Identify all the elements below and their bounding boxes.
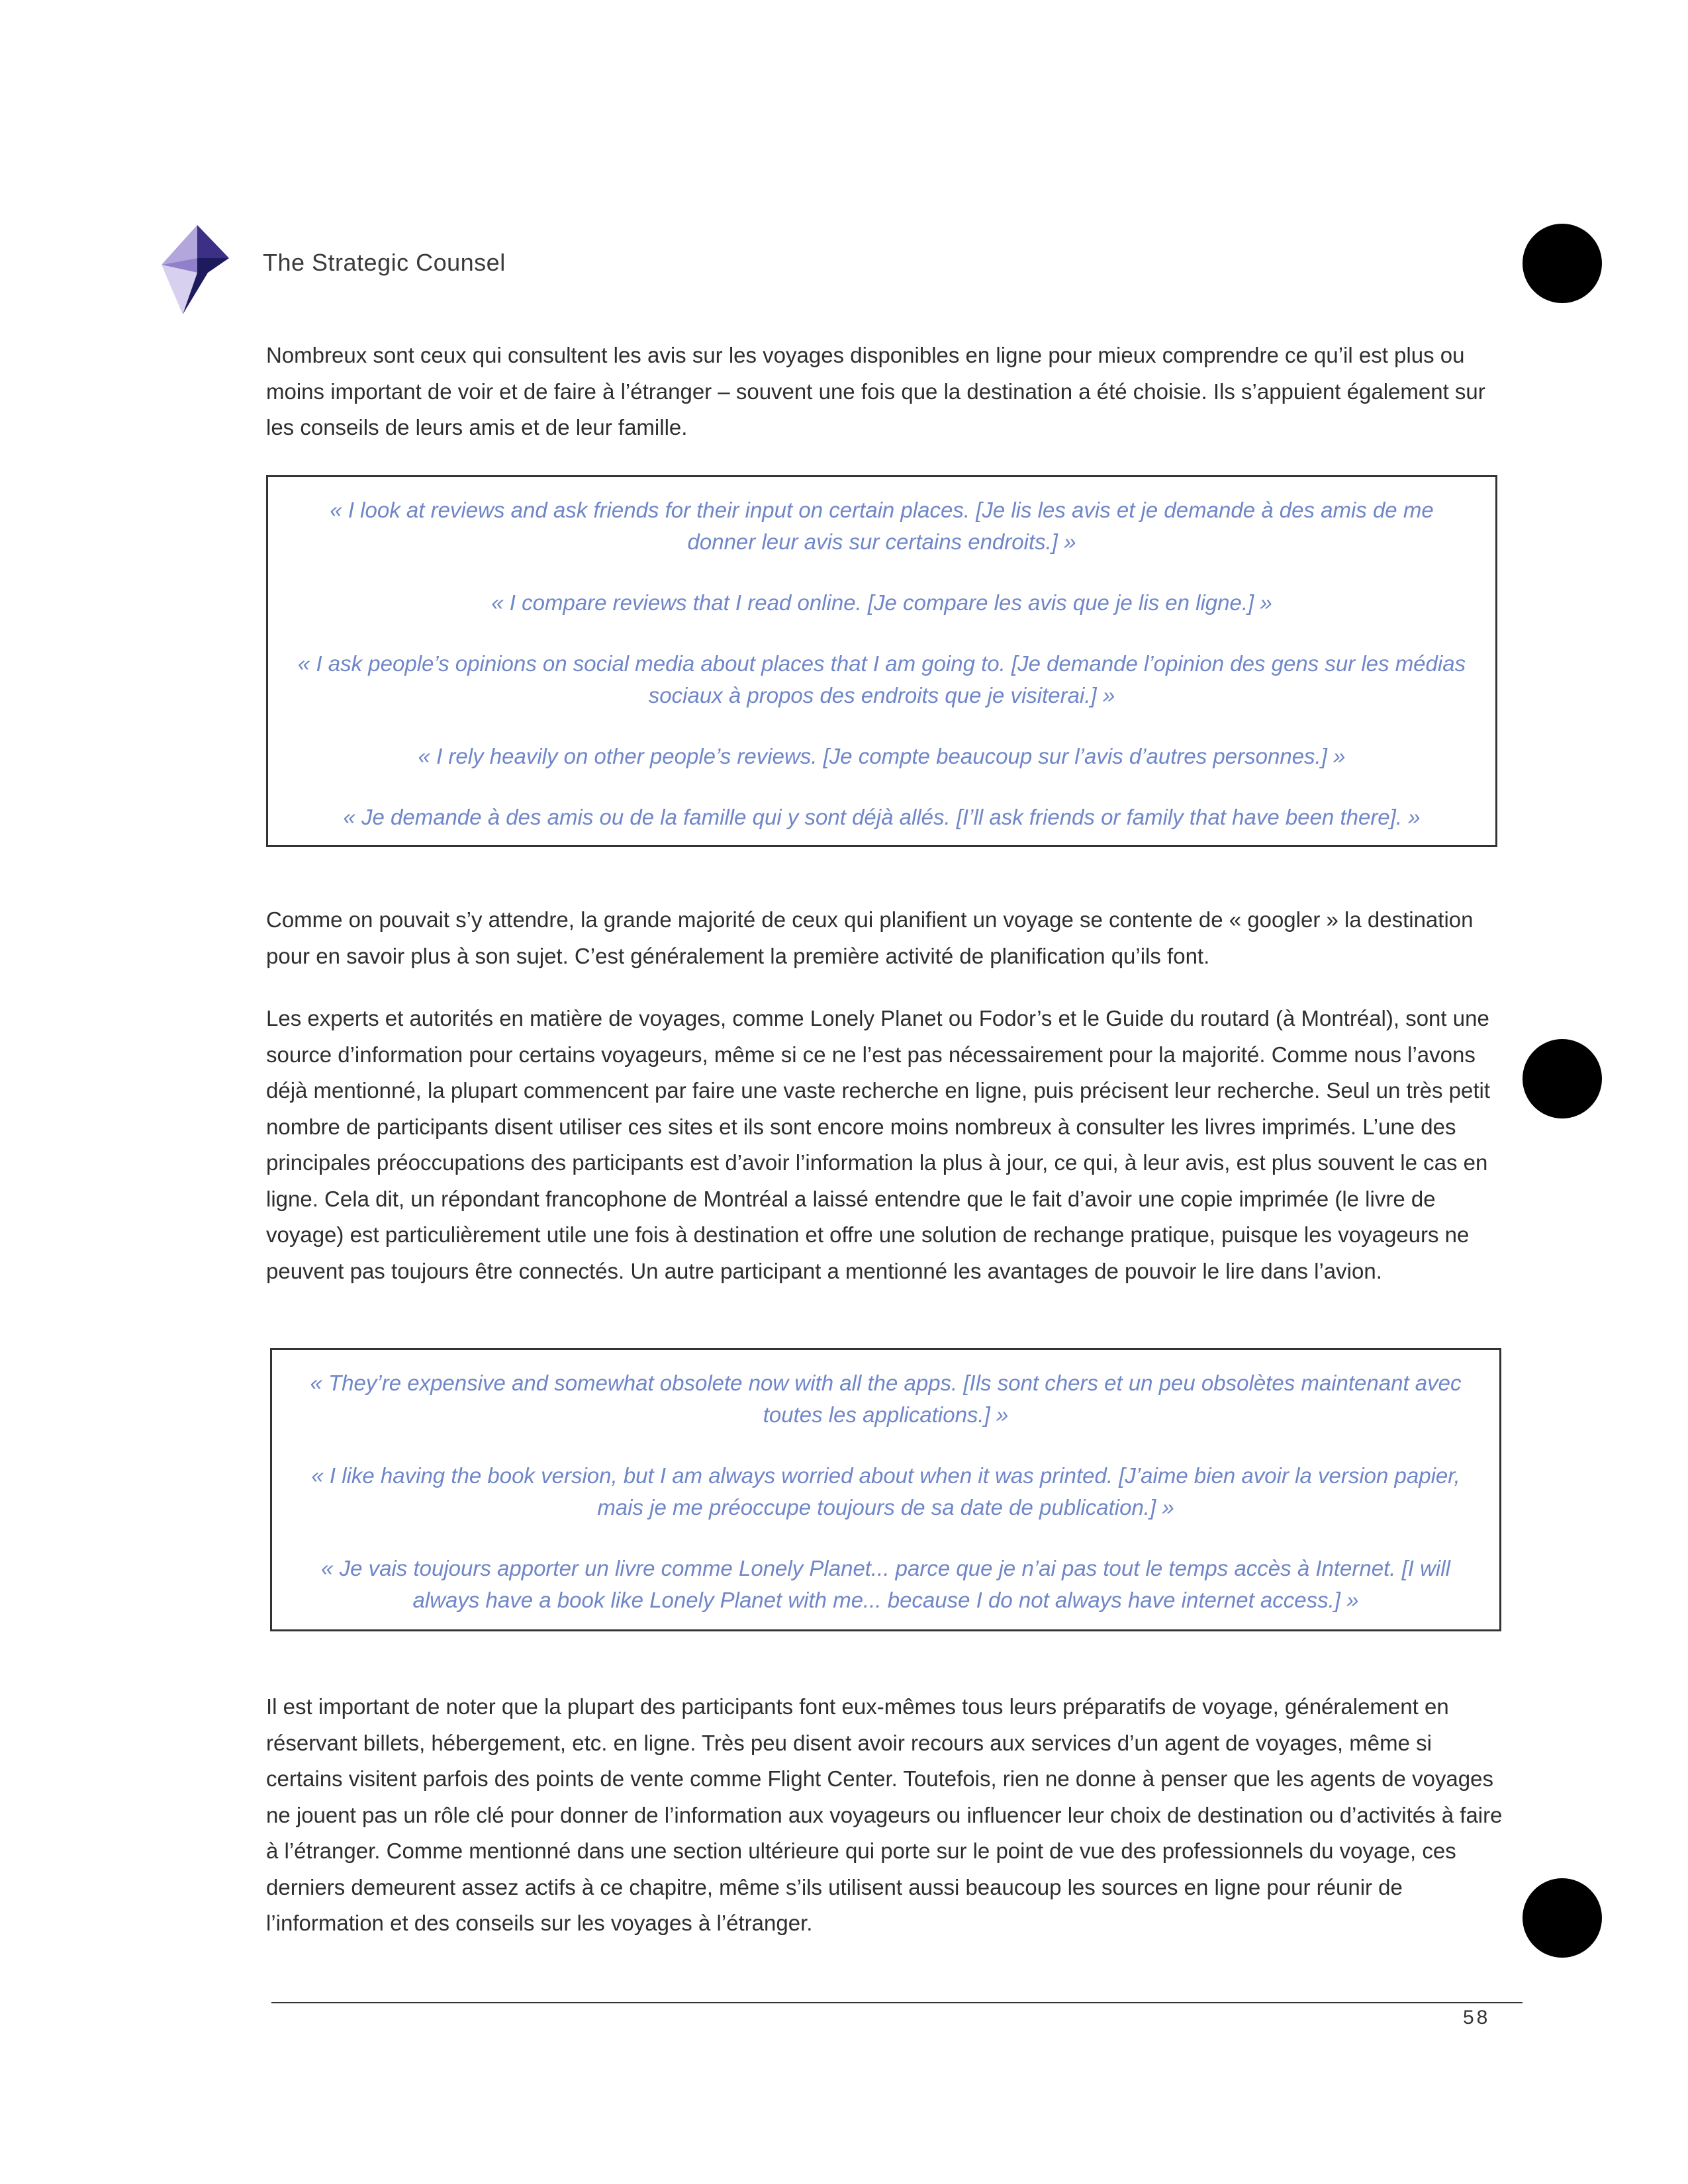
footer-rule: [271, 2002, 1523, 2003]
body-paragraph: Comme on pouvait s’y attendre, la grande majorité de ceux qui planifient un voyage se contente de « googler » la destination pour en savoir plus à son sujet. C’est généralement la première activité de planification qu’ils font.: [266, 907, 1474, 968]
quote: « I like having the book version, but I am always worried about when it was printed. [J’aime bien avoir la version papier, mais je me préoccupe toujours de sa date de publication.] »: [311, 1463, 1460, 1520]
strategic-counsel-logo-icon: [156, 225, 229, 314]
quote: « I rely heavily on other people’s reviews. [Je compte beaucoup sur l’avis d’autres personnes.] »: [418, 744, 1346, 768]
quote: « They’re expensive and somewhat obsolete now with all the apps. [Ils sont chers et un peu obsolètes maintenant avec toutes les applications.] »: [310, 1371, 1462, 1427]
page-number: 58: [1463, 2007, 1491, 2028]
quote: « I compare reviews that I read online. [Je compare les avis que je lis en ligne.] »: [491, 590, 1272, 615]
quote-box: [266, 475, 1497, 847]
binder-hole: [1523, 224, 1602, 303]
binder-hole: [1523, 1039, 1602, 1118]
body-paragraph: Les experts et autorités en matière de voyages, comme Lonely Planet ou Fodor’s et le Guide du routard (à Montréal), sont une source d’information pour certains voyageurs, même si ce ne l’est pas nécessairement pour la majorité. Comme nous l’avons déjà mentionné, la plupart commencent par faire une vaste recherche en ligne, puis précisent leur recherche. Seul un très petit nombre de participants disent utiliser ces sites et ils sont encore moins nombreux à consulter les livres imprimés. L’une des principales préoccupations des participants est d’avoir l’information la plus à jour, ce qui, à leur avis, est plus souvent le cas en ligne. Cela dit, un répondant francophone de Montréal a laissé entendre que le fait d’avoir une copie imprimée (le livre de voyage) est particulièrement utile une fois à destination et offre une solution de rechange pratique, puisque les voyageurs ne peuvent pas toujours être connectés. Un autre participant a mentionné les avantages de pouvoir le lire dans l’avion.: [266, 1006, 1491, 1283]
quote: « I ask people’s opinions on social media about places that I am going to. [Je demande l’opinion des gens sur les médias sociaux à propos des endroits que je visiterai.] »: [297, 651, 1466, 707]
binder-hole: [1523, 1878, 1602, 1958]
quote-box: [270, 1348, 1501, 1631]
brand-name: The Strategic Counsel: [263, 249, 506, 276]
body-paragraph: Il est important de noter que la plupart des participants font eux-mêmes tous leurs préparatifs de voyage, généralement en réservant billets, hébergement, etc. en ligne. Très peu disent avoir recours aux services d’un agent de voyages, même si certains visitent parfois des points de vente comme Flight Center. Toutefois, rien ne donne à penser que les agents de voyages ne jouent pas un rôle clé pour donner de l’information aux voyageurs ou influencer leur choix de destination ou d’activités à faire à l’étranger. Comme mentionné dans une section ultérieure qui porte sur le point de vue des professionnels du voyage, ces derniers demeurent assez actifs à ce chapitre, même s’ils utilisent aussi beaucoup les sources en ligne pour réunir de l’information et des conseils sur les voyages à l’étranger.: [266, 1694, 1503, 1935]
quote: « Je demande à des amis ou de la famille qui y sont déjà allés. [I’ll ask friends or family that have been there]. »: [343, 805, 1421, 829]
body-paragraph: Nombreux sont ceux qui consultent les avis sur les voyages disponibles en ligne pour mieux comprendre ce qu’il est plus ou moins important de voir et de faire à l’étranger – souvent une fois que la destination a été choisie. Ils s’appuient également sur les conseils de leurs amis et de leur famille.: [266, 343, 1485, 439]
quote: « I look at reviews and ask friends for their input on certain places. [Je lis les avis et je demande à des amis de me donner leur avis sur certains endroits.] »: [330, 498, 1434, 554]
quote: « Je vais toujours apporter un livre comme Lonely Planet... parce que je n’ai pas tout le temps accès à Internet. [I will always have a book like Lonely Planet with me... because I do not always have internet access.] »: [321, 1556, 1450, 1612]
